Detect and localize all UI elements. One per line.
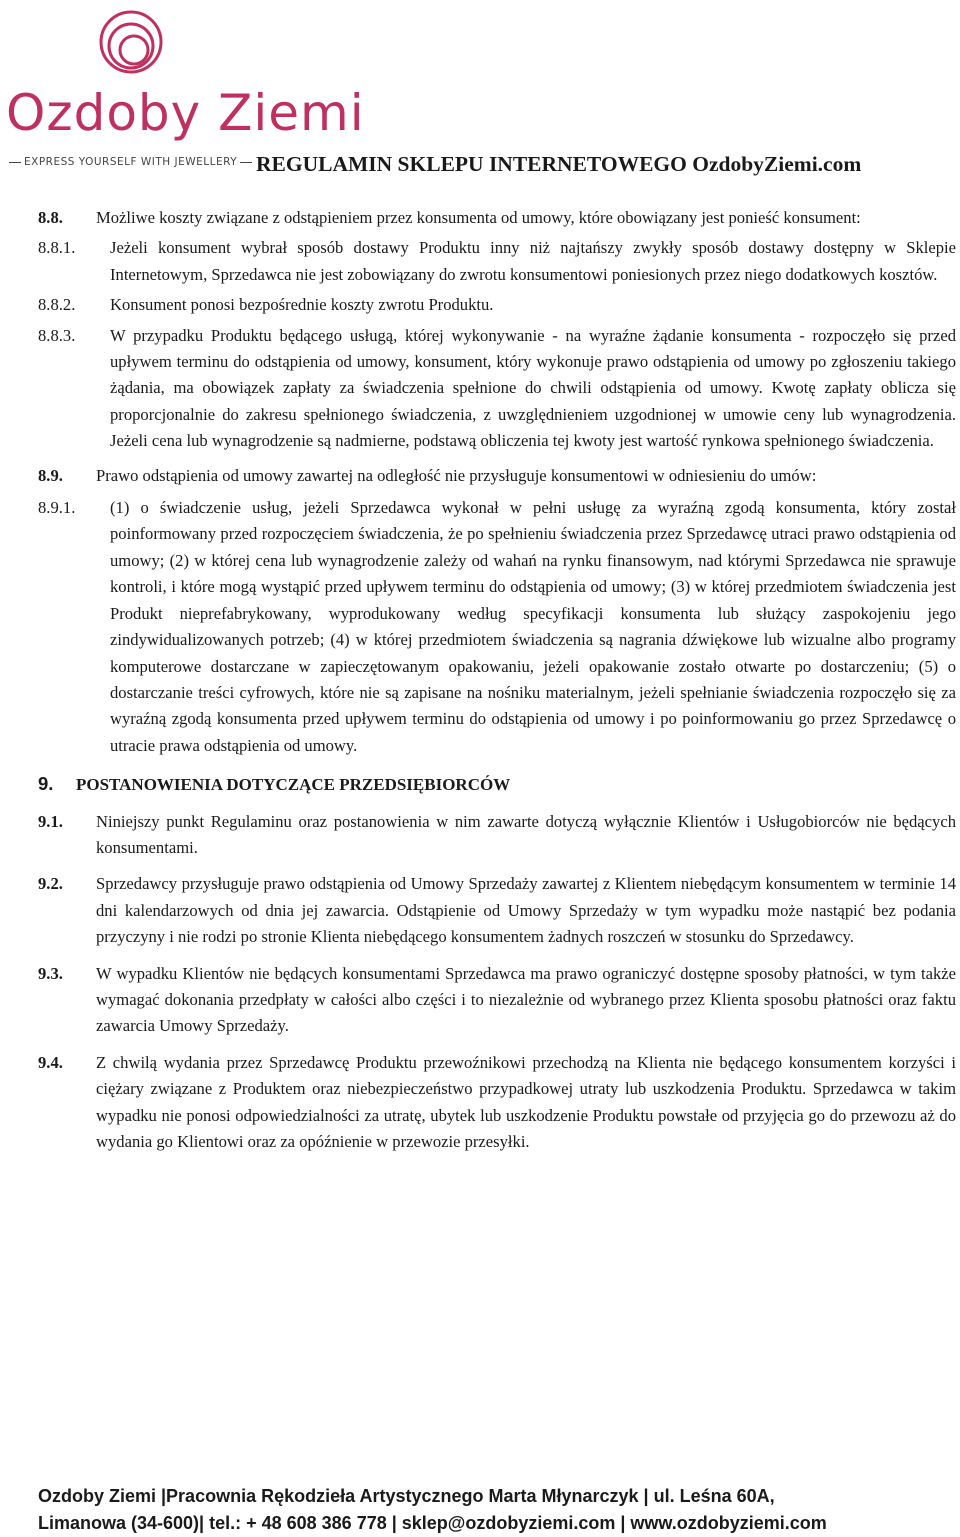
clause-text: Konsument ponosi bezpośrednie koszty zwrotu Produktu.: [110, 295, 494, 315]
section-8-9: [38, 463, 956, 489]
footer-contact-line: Limanowa (34-600)| tel.: + 48 608 386 778 | sklep@ozdobyziemi.com | www.ozdobyziemi.com: [38, 1513, 827, 1533]
heading-title: POSTANOWIENIA DOTYCZĄCE PRZEDSIĘBIORCÓW: [76, 775, 511, 795]
section-8-8: [38, 205, 956, 231]
clause-8-8-2: [38, 292, 956, 318]
clause-text: W wypadku Klientów nie będących konsumentami Sprzedawca ma prawo ograniczyć dostępne sposoby płatności, w tym także wymagać dokonania przedpłaty w całości albo części i to niezależnie od wybranego przez Klienta sposobu płatności oraz faktu zawarcia Umowy Sprzedaży.: [96, 963, 956, 1036]
footer-address-line: Ozdoby Ziemi |Pracownia Rękodzieła Artystycznego Marta Młynarczyk | ul. Leśna 60A,: [38, 1486, 775, 1506]
clause-number: 9.1.: [38, 811, 63, 831]
document-title: REGULAMIN SKLEPU INTERNETOWEGO OzdobyZiemi.com: [256, 152, 862, 176]
clause-number: 8.9.1.: [38, 498, 76, 518]
clause-8-9-1: [38, 495, 956, 759]
clause-9-2: [38, 871, 956, 950]
clause-text: Niniejszy punkt Regulaminu oraz postanowienia w nim zawarte dotyczą wyłącznie Klientów i Usługobiorców nie będących konsumentami.: [96, 811, 956, 857]
clause-text: (1) o świadczenie usług, jeżeli Sprzedawca wykonał w pełni usługę za wyraźną zgodą konsumenta, który został poinformowany przed rozpoczęciem świadczenia, że po spełnieniu świadczenia przez Sprzedawcę utraci prawo odstąpienia od umowy; (2) w której cena lub wynagrodzenie zależy od wahań na rynku finansowym, nad którymi Sprzedawca nie sprawuje kontroli, i które mogą wystąpić przed upływem terminu do odstąpienia od umowy; (3) w której przedmiotem świadczenia jest Produkt nieprefabrykowany, wyprodukowany według specyfikacji konsumenta lub służący zaspokojeniu jego zindywidualizowanych potrzeb; (4) w której przedmiotem świadczenia są nagrania dźwiękowe lub wizualne albo programy komputerowe dostarczane w zapieczętowanym opakowaniu, jeżeli opakowanie zostało otwarte po dostarczeniu; (5) o dostarczanie treści cyfrowych, które nie są zapisane na nośniku materialnym, jeżeli spełnianie świadczenia rozpoczęło się za wyraźną zgodą konsumenta przed upływem terminu do odstąpienia od umowy i po poinformowaniu go przez Sprzedawcę o utracie prawa odstąpienia od umowy.: [110, 498, 956, 755]
clause-number: 8.8.2.: [38, 295, 76, 315]
clause-number: 8.8.1.: [38, 238, 76, 258]
clause-9-1: [38, 809, 956, 862]
clause-9-4: [38, 1050, 956, 1156]
logo-tagline: EXPRESS YOURSELF WITH JEWELLERY: [6, 156, 255, 168]
clause-number: 9.2.: [38, 874, 63, 894]
page-footer: [38, 1483, 938, 1537]
logo-wordmark: Ozdoby Ziemi: [6, 84, 365, 142]
document-body: [38, 205, 956, 1155]
section-number: 8.8.: [38, 208, 63, 227]
company-logo: [6, 6, 365, 176]
logo-emblem-icon: [76, 6, 186, 86]
clause-text: Jeżeli konsument wybrał sposób dostawy Produktu inny niż najtańszy zwykły sposób dostawy dostępny w Sklepie Internetowym, Sprzedawca nie jest zobowiązany do zwrotu konsumentowi poniesionych przez niego dodatkowych kosztów.: [110, 238, 956, 284]
clause-text: Z chwilą wydania przez Sprzedawcę Produktu przewoźnikowi przechodzą na Klienta nie będącego konsumentem korzyści i ciężary związane z Produktem oraz niebezpieczeństwo przypadkowej utraty lub uszkodzenia Produktu. Sprzedawca w takim wypadku nie ponosi odpowiedzialności za utratę, ubytek lub uszkodzenie Produktu powstałe od przyjęcia go do przewozu aż do wydania go Klientowi oraz za opóźnienie w przewozie przesyłki.: [96, 1052, 956, 1151]
clause-number: 8.8.3.: [38, 325, 76, 345]
clause-text: W przypadku Produktu będącego usługą, której wykonywanie - na wyraźne żądanie konsumenta - rozpoczęło się przed upływem terminu do odstąpienia od umowy, konsument, który wykonuje prawo odstąpienia od umowy po zgłoszeniu takiego żądania, ma obowiązek zapłaty za świadczenia spełnione do chwili odstąpienia od umowy. Kwotę zapłaty oblicza się proporcjonalnie do zakresu spełnionego świadczenia, z uwzględnieniem uzgodnionej w umowie ceny lub wynagrodzenia. Jeżeli cena lub wynagrodzenie są nadmierne, podstawą obliczenia tej kwoty jest wartość rynkowa spełnionego świadczenia.: [110, 325, 956, 451]
clause-number: 9.4.: [38, 1052, 63, 1072]
section-number: 8.9.: [38, 465, 63, 485]
section-text: Możliwe koszty związane z odstąpieniem przez konsumenta od umowy, które obowiązany jest ponieść konsument:: [96, 208, 861, 227]
clause-9-3: [38, 961, 956, 1040]
clause-number: 9.3.: [38, 963, 63, 983]
section-9-heading: [38, 771, 956, 798]
clause-8-8-3: [38, 323, 956, 455]
heading-number: 9.: [38, 773, 54, 795]
clause-text: Sprzedawcy przysługuje prawo odstąpienia od Umowy Sprzedaży zawartej z Klientem niebędącym konsumentem w terminie 14 dni kalendarzowych od dnia jej zawarcia. Odstąpienie od Umowy Sprzedaży w tym wypadku może nastąpić bez podania przyczyny i nie rodzi po stronie Klienta niebędącego konsumentem żadnych roszczeń w stosunku do Sprzedawcy.: [96, 874, 956, 947]
section-text: Prawo odstąpienia od umowy zawartej na odległość nie przysługuje konsumentowi w odniesieniu do umów:: [96, 465, 817, 485]
clause-8-8-1: [38, 235, 956, 288]
